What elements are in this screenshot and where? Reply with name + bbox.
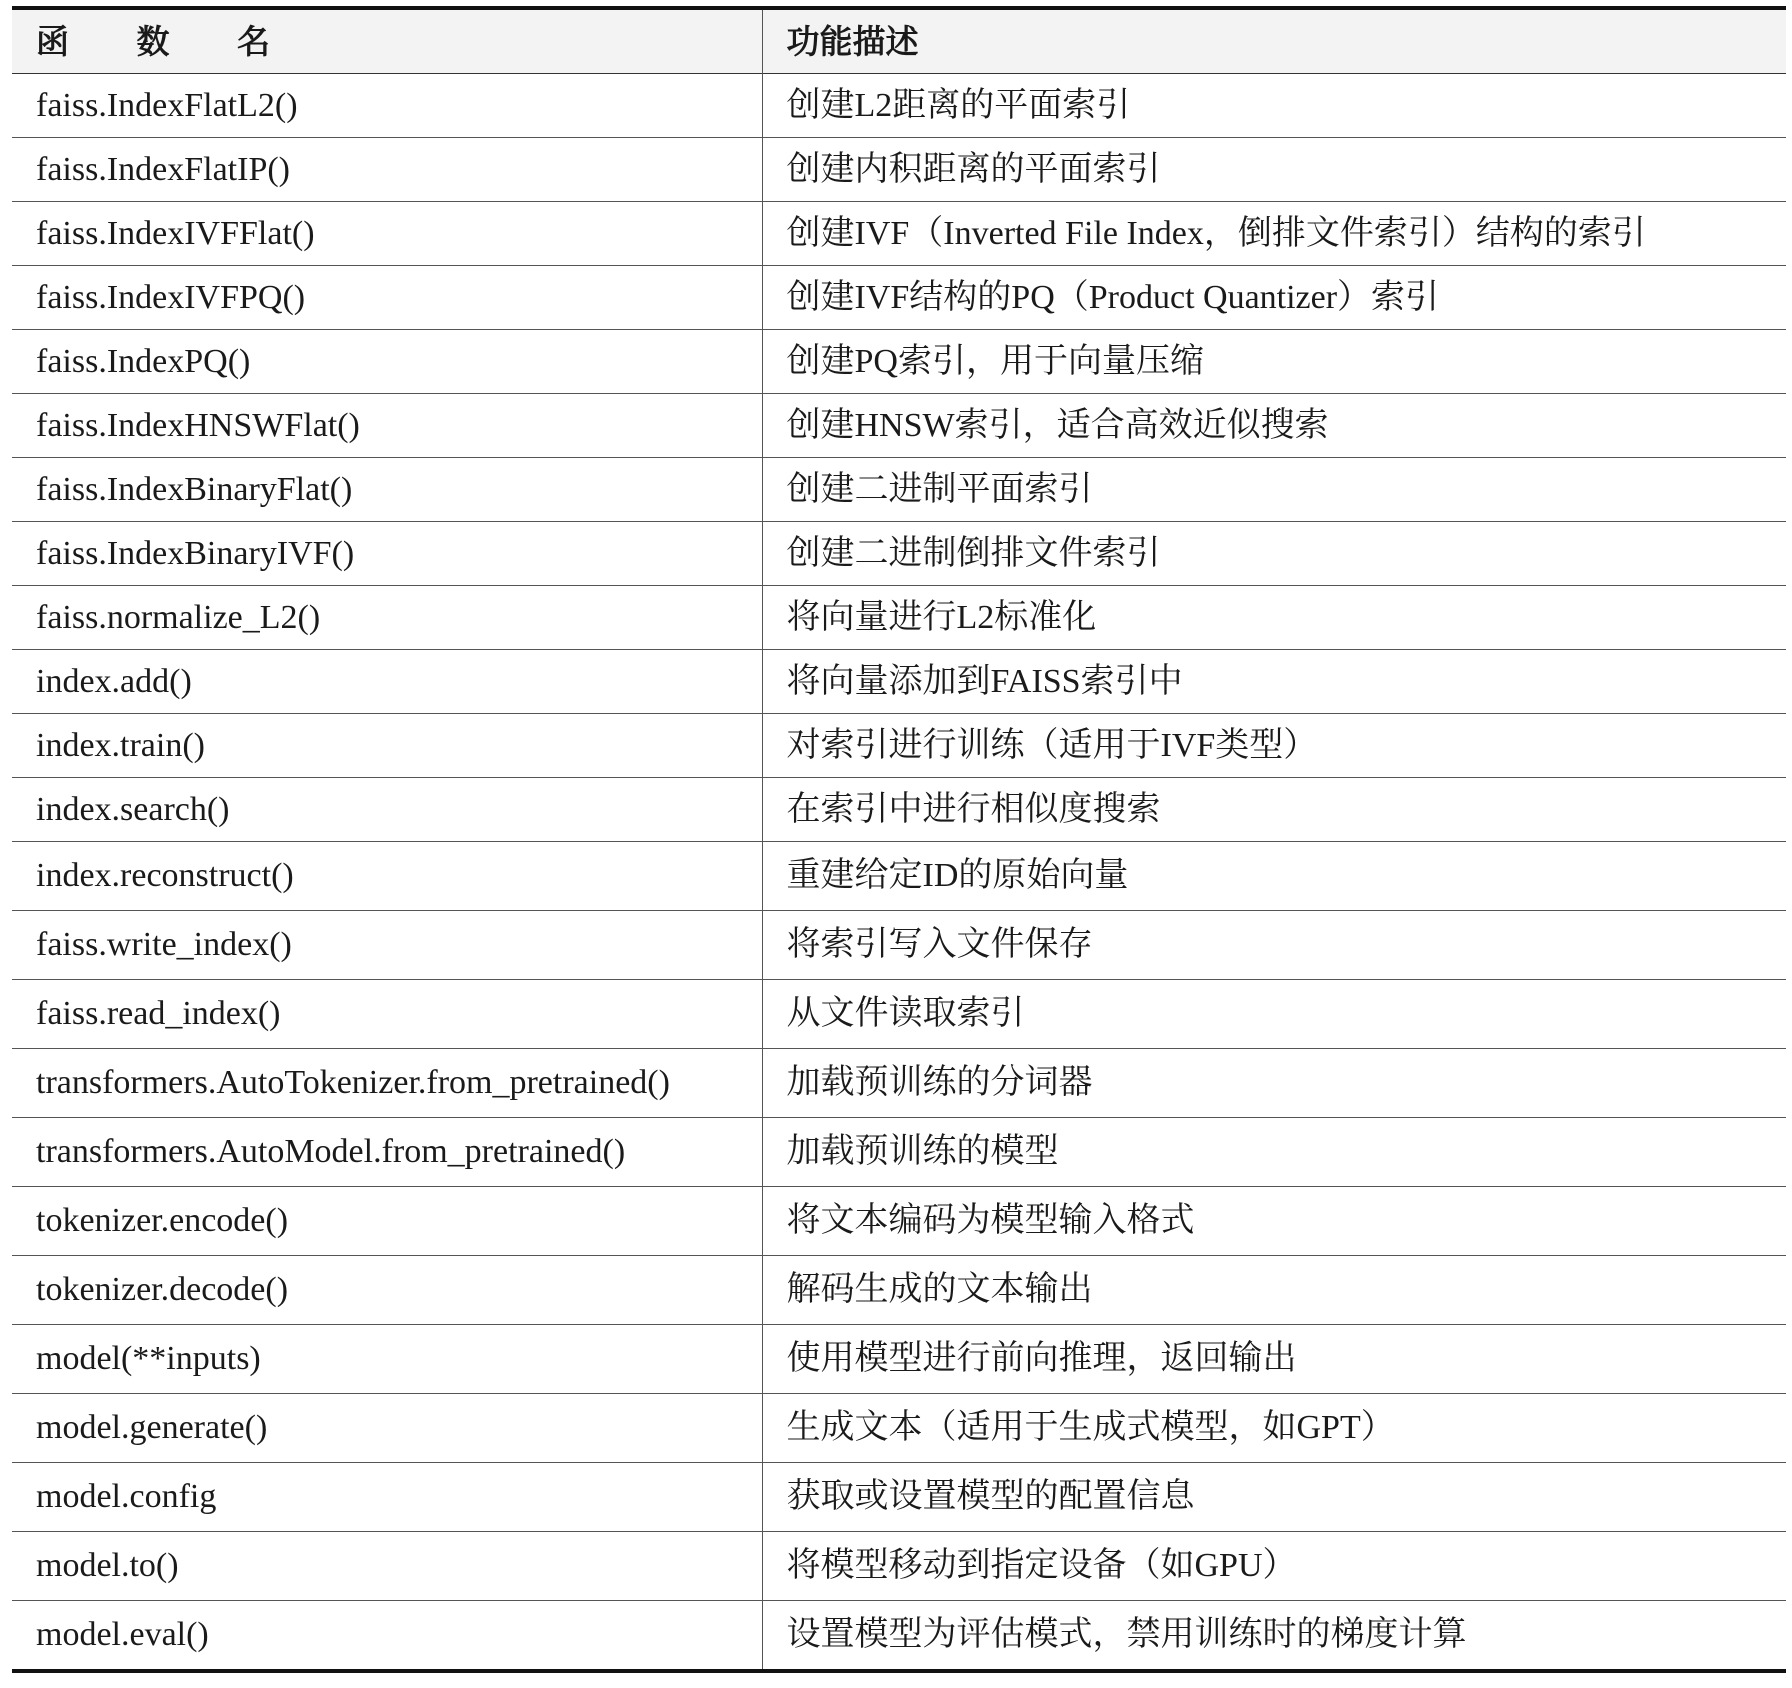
function-description-cell: 创建IVF结构的PQ（Product Quantizer）索引: [786, 278, 1440, 316]
function-name-cell: model(**inputs): [12, 1325, 762, 1394]
function-name-cell: faiss.IndexFlatIP(): [12, 138, 762, 202]
function-name-cell: faiss.IndexHNSWFlat(): [12, 394, 762, 458]
function-name-cell: faiss.read_index(): [12, 980, 762, 1049]
table-row: [12, 522, 1786, 586]
table-row: [12, 1532, 1786, 1601]
function-name-cell: transformers.AutoTokenizer.from_pretrained(): [12, 1049, 762, 1118]
function-name-cell: model.config: [12, 1463, 762, 1532]
function-description-cell: 在索引中进行相似度搜索: [786, 790, 1161, 828]
function-description-cell: 使用模型进行前向推理，返回输出: [786, 1340, 1297, 1377]
function-description-cell: 对索引进行训练（适用于IVF类型）: [786, 726, 1318, 764]
table-row: [12, 138, 1786, 202]
table-row: [12, 778, 1786, 842]
function-description-cell: 创建HNSW索引，适合高效近似搜索: [786, 406, 1329, 444]
function-description-cell: 创建L2距离的平面索引: [786, 86, 1131, 124]
table-row: [12, 458, 1786, 522]
table-body: [12, 74, 1786, 1672]
table-row: [12, 74, 1786, 138]
function-name-cell: faiss.IndexIVFPQ(): [12, 266, 762, 330]
function-name-cell: model.to(): [12, 1532, 762, 1601]
function-name-cell: index.add(): [12, 650, 762, 714]
function-description-cell: 创建内积距离的平面索引: [786, 150, 1161, 188]
header-function-description: 功能描述: [786, 22, 919, 61]
function-description-cell: 将向量添加到FAISS索引中: [786, 662, 1183, 700]
table-row: [12, 1049, 1786, 1118]
function-name-cell: faiss.IndexPQ(): [12, 330, 762, 394]
function-description-cell: 设置模型为评估模式，禁用训练时的梯度计算: [786, 1616, 1467, 1653]
function-description-cell: 将向量进行L2标准化: [786, 598, 1097, 636]
table-row: [12, 980, 1786, 1049]
function-description-cell: 生成文本（适用于生成式模型，如GPT）: [786, 1409, 1395, 1446]
function-description-cell: 从文件读取索引: [786, 995, 1025, 1032]
function-name-cell: faiss.IndexIVFFlat(): [12, 202, 762, 266]
table-row: [12, 1394, 1786, 1463]
function-description-cell: 创建PQ索引，用于向量压缩: [786, 342, 1204, 380]
table-row: [12, 330, 1786, 394]
table-row: [12, 202, 1786, 266]
table-header: [12, 8, 1786, 74]
table-row: [12, 586, 1786, 650]
table-row: [12, 1463, 1786, 1532]
function-name-cell: faiss.IndexBinaryFlat(): [12, 458, 762, 522]
function-name-cell: tokenizer.decode(): [12, 1256, 762, 1325]
function-table: [12, 6, 1786, 1673]
table-row: [12, 1325, 1786, 1394]
function-name-cell: model.generate(): [12, 1394, 762, 1463]
function-description-cell: 解码生成的文本输出: [786, 1271, 1093, 1308]
table-row: [12, 1118, 1786, 1187]
function-name-cell: index.search(): [12, 778, 762, 842]
table-row: [12, 911, 1786, 980]
table-row: [12, 714, 1786, 778]
function-name-cell: faiss.IndexFlatL2(): [12, 74, 762, 138]
table-row: [12, 842, 1786, 911]
function-description-cell: 创建二进制倒排文件索引: [786, 534, 1161, 572]
function-description-cell: 重建给定ID的原始向量: [786, 857, 1129, 894]
function-name-cell: transformers.AutoModel.from_pretrained(): [12, 1118, 762, 1187]
function-name-cell: faiss.IndexBinaryIVF(): [12, 522, 762, 586]
table-row: [12, 1256, 1786, 1325]
function-description-cell: 将索引写入文件保存: [786, 926, 1093, 963]
function-description-cell: 加载预训练的模型: [786, 1133, 1059, 1170]
function-name-cell: model.eval(): [12, 1601, 762, 1672]
function-table-container: [12, 6, 1786, 1673]
function-name-cell: faiss.write_index(): [12, 911, 762, 980]
table-row: [12, 394, 1786, 458]
function-name-cell: faiss.normalize_L2(): [12, 586, 762, 650]
table-row: [12, 1601, 1786, 1672]
function-name-cell: index.train(): [12, 714, 762, 778]
header-row: [12, 8, 1786, 74]
table-row: [12, 1187, 1786, 1256]
function-description-cell: 加载预训练的分词器: [786, 1064, 1093, 1101]
table-row: [12, 650, 1786, 714]
table-row: [12, 266, 1786, 330]
function-name-cell: index.reconstruct(): [12, 842, 762, 911]
function-description-cell: 将模型移动到指定设备（如GPU）: [786, 1547, 1297, 1584]
function-description-cell: 创建IVF（Inverted File Index，倒排文件索引）结构的索引: [786, 214, 1646, 252]
function-description-cell: 创建二进制平面索引: [786, 470, 1093, 508]
header-function-name: 函 数 名: [12, 8, 762, 74]
function-description-cell: 将文本编码为模型输入格式: [786, 1202, 1195, 1239]
function-description-cell: 获取或设置模型的配置信息: [786, 1478, 1195, 1515]
function-name-cell: tokenizer.encode(): [12, 1187, 762, 1256]
